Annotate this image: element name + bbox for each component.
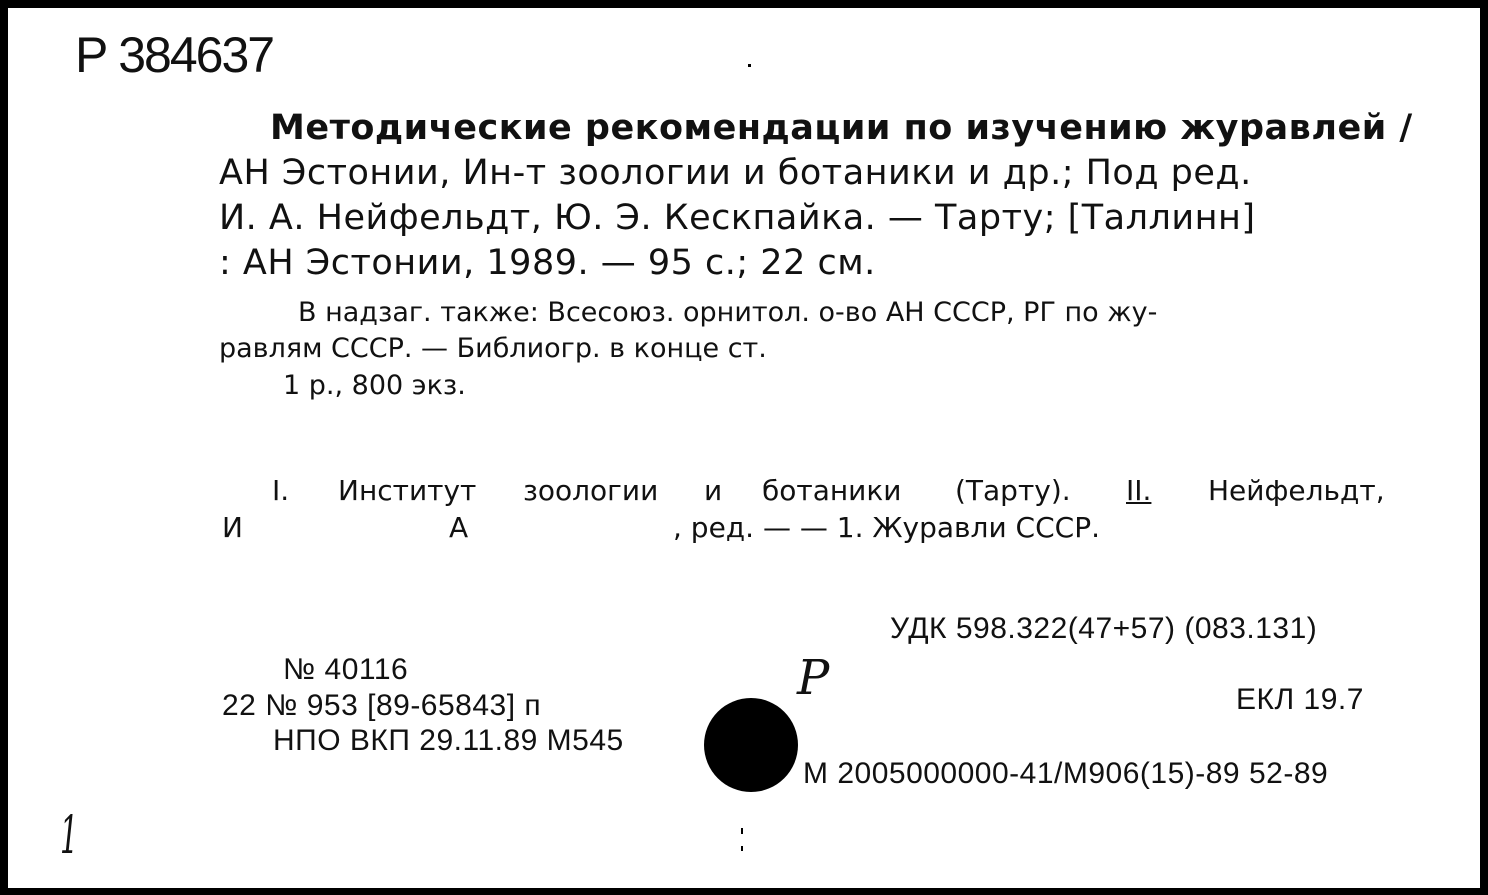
ekl-code: ЕКЛ 19.7 [1236, 683, 1364, 716]
tracing-word: зоологии [523, 474, 659, 507]
handwritten-mark: Р [797, 650, 830, 706]
scan-speck [741, 846, 743, 851]
card-number: № 40116 [283, 653, 409, 686]
tracing-word: Институт [338, 474, 477, 507]
note-line-2: равлям СССР. — Библиогр. в конце ст. [219, 333, 767, 364]
title-line-4: : АН Эстонии, 1989. — 95 с.; 22 см. [219, 243, 876, 283]
shelfmark: Р 384637 [75, 27, 274, 83]
tracing-initial: И [222, 511, 243, 544]
tracing-word: (Тарту). [955, 474, 1071, 507]
index-code: М 2005000000-41/М906(15)-89 52-89 [803, 757, 1329, 790]
udk-code: УДК 598.322(47+57) (083.131) [890, 612, 1318, 645]
order-number: 22 № 953 [89-65843] п [222, 689, 542, 722]
punched-hole [704, 698, 798, 792]
tracing-roman-2: II. [1126, 474, 1152, 507]
tracing-roman-1: I. [272, 474, 290, 507]
handwritten-number: 1 [60, 806, 79, 866]
scan-speck [748, 64, 751, 67]
tracing-word: Нейфельдт, [1208, 474, 1385, 507]
tracing-initial: А [449, 511, 469, 544]
title-line-3: И. А. Нейфельдт, Ю. Э. Кескпайка. — Тарту; [Таллинн] [219, 198, 1256, 238]
printer-info: НПО ВКП 29.11.89 М545 [273, 724, 624, 757]
note-line-1: В надзаг. также: Всесоюз. орнитол. о-во АН СССР, РГ по жу- [298, 297, 1158, 328]
tracing-word: ботаники [762, 474, 902, 507]
price-print-run: 1 р., 800 экз. [283, 370, 466, 401]
tracing-subject: , ред. — — 1. Журавли СССР. [673, 511, 1100, 544]
scan-speck [741, 828, 743, 834]
tracing-word: и [704, 474, 723, 507]
title-line-1: Методические рекомендации по изучению журавлей / [270, 108, 1413, 148]
title-line-2: АН Эстонии, Ин-т зоологии и ботаники и др.; Под ред. [219, 153, 1252, 193]
